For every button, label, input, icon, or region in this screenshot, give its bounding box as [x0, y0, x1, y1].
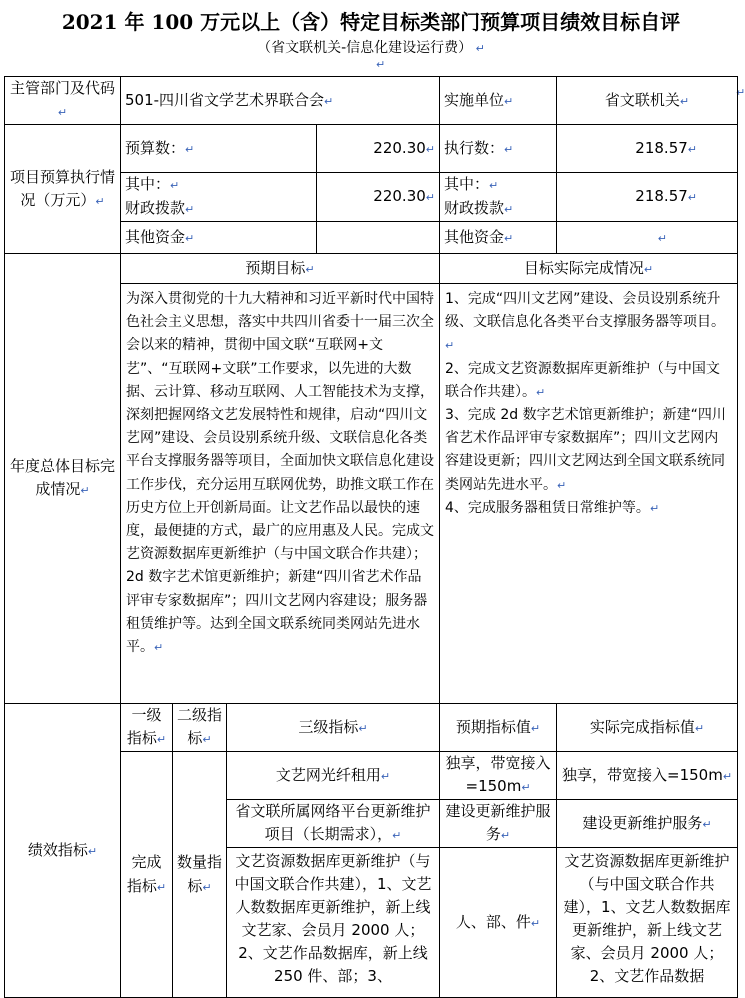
- indicator-expected: 建设更新维护服务↵: [440, 800, 557, 848]
- indicator-actual: 独享，带宽接入=150m↵: [557, 752, 738, 800]
- page-subtitle: （省文联机关-信息化建设运行费） ↵: [257, 40, 485, 56]
- budget-label: 预算数：↵: [121, 125, 317, 173]
- other-exec-label: 其他资金↵: [440, 222, 557, 254]
- impl-label: 实施单位↵: [440, 77, 557, 125]
- col-expected-header: 预期指标值↵: [440, 704, 557, 752]
- dept-label: 主管部门及代码↵: [5, 77, 121, 125]
- actual-goal-item: 1、完成“四川文艺网”建设、会员设别系统升级、文联信息化各类平台支撑服务器等项目。↵: [445, 291, 726, 353]
- fiscal-label: 其中：↵ 财政拨款↵: [121, 173, 317, 222]
- col-level2-header: 二级指标↵: [173, 704, 227, 752]
- budget-value: 220.30↵: [317, 125, 440, 173]
- col-level1-header: 一级指标↵: [121, 704, 173, 752]
- dept-value: 501-四川省文学艺术界联合会↵: [121, 77, 440, 125]
- paragraph-mark: ↵: [376, 58, 386, 71]
- actual-goal-header: 目标实际完成情况↵: [440, 254, 738, 284]
- fiscal-exec-value: 218.57↵: [557, 173, 738, 222]
- fiscal-budget-value: 220.30↵: [317, 173, 440, 222]
- other-funds-value: [317, 222, 440, 254]
- other-funds-label: 其他资金↵: [121, 222, 317, 254]
- actual-goal-list: [440, 284, 738, 704]
- fiscal-exec-label: 其中：↵ 财政拨款↵: [440, 173, 557, 222]
- indicator-name: 省文联所属网络平台更新维护项目（长期需求），↵: [227, 800, 440, 848]
- exec-label: 执行数：↵: [440, 125, 557, 173]
- indicator-expected: 人、部、件↵: [440, 848, 557, 998]
- indicator-name: 文艺网光纤租用↵: [227, 752, 440, 800]
- indicator-actual: 建设更新维护服务↵: [557, 800, 738, 848]
- goals-section-label: 年度总体目标完成情况↵: [5, 254, 121, 704]
- actual-goal-item: 3、完成 2d 数字艺术馆更新维护；新建“四川省艺术作品评审专家数据库”；四川文艺网内容建设更新；四川文艺网达到全国文联系统同类网站先进水平。↵: [445, 407, 726, 493]
- indicators-section-label: 绩效指标↵: [5, 704, 121, 998]
- expected-goal-header: 预期目标↵: [121, 254, 440, 284]
- page-title: 2021 年 100 万元以上（含）特定目标类部门预算项目绩效目标自评: [61, 10, 681, 34]
- expected-goal-text: 为深入贯彻党的十九大精神和习近平新时代中国特色社会主义思想，落实中共四川省委十一届三次全会以来的精神，贯彻中国文联“互联网+文艺”、“互联网+文联”工作要求，以先进的大数据、云计算、移动互联网、人工智能技术为支撑，深刻把握网络文艺发展特性和规律，启动“四川文艺网”建设、会员设别系统升级、文联信息化各类平台支撑服务器等项目，全面加快文联信息化建设工作步伐，充分运用互联网优势，助推文联工作在历史方位上开创新局面。让文艺作品以最快的速度，最便捷的方式，最广的应用惠及人民。完成文艺资源数据库更新维护（与中国文联合作共建）；2d 数字艺术馆更新维护；新建“四川省艺术作品评审专家数据库”；四川文艺网内容建设；服务器租赁维护等。达到全国文联系统同类网站先进水平。↵: [121, 284, 440, 704]
- paragraph-mark: ↵: [736, 86, 745, 99]
- exec-value: 218.57↵: [557, 125, 738, 173]
- other-exec-value: ↵: [557, 222, 738, 254]
- actual-goal-item: 4、完成服务器租赁日常维护等。↵: [445, 499, 660, 516]
- indicator-actual: 文艺资源数据库更新维护（与中国文联合作共建），1、文艺人数数据库更新维护，新上线文艺家、会员月 2000 人；2、文艺作品数据: [557, 848, 738, 998]
- evaluation-table: [4, 76, 738, 998]
- budget-section-label: 项目预算执行情况（万元）↵: [5, 125, 121, 254]
- col-actual-header: 实际完成指标值↵: [557, 704, 738, 752]
- actual-goal-item: 2、完成文艺资源数据库更新维护（与中国文联合作共建）。↵: [445, 360, 720, 400]
- col-level3-header: 三级指标↵: [227, 704, 440, 752]
- impl-value: 省文联机关↵: [557, 77, 738, 125]
- level1-value: 完成指标↵: [121, 752, 173, 998]
- indicator-expected: 独享，带宽接入=150m↵: [440, 752, 557, 800]
- level2-value: 数量指标↵: [173, 752, 227, 998]
- indicator-name: 文艺资源数据库更新维护（与中国文联合作共建），1、文艺人数数据库更新维护，新上线文艺家、会员月 2000 人；2、文艺作品数据库，新上线 250 件、部；3、: [227, 848, 440, 998]
